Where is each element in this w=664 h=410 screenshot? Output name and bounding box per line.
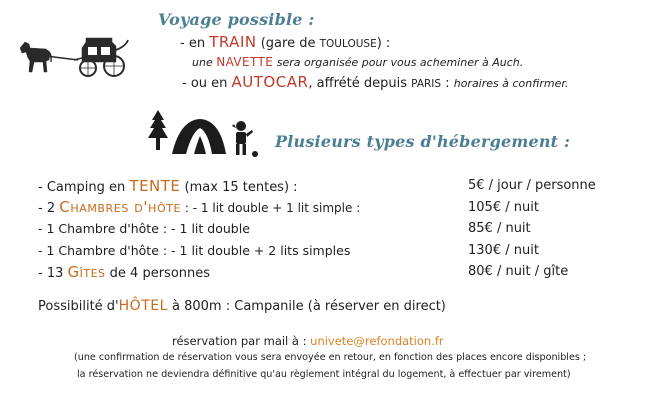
- row-gites: [38, 263, 210, 281]
- train-city: TOULOUSE: [319, 38, 377, 50]
- booking-line: [172, 334, 444, 348]
- coach-line: [182, 73, 568, 91]
- shuttle-keyword: NAVETTE: [216, 55, 274, 69]
- row-chambres-post: : - 1 lit double + 1 lit simple :: [181, 201, 361, 215]
- row-chambre-family-price: 130€ / nuit: [468, 243, 539, 258]
- hotel-suffix: à 800m : Campanile (à réserver en direct): [167, 299, 446, 314]
- train-keyword: TRAIN: [209, 33, 257, 51]
- shuttle-prefix: une: [192, 56, 213, 69]
- shuttle-line: [192, 55, 523, 69]
- row-camping-price: 5€ / jour / personne: [468, 178, 596, 193]
- coach-prefix: - ou en: [182, 76, 228, 91]
- row-gites-pre: - 13: [38, 266, 64, 281]
- coach-keyword: AUTOCAR: [231, 73, 309, 91]
- coach-mid: , affrété depuis: [308, 76, 408, 91]
- travel-heading: Voyage possible :: [158, 10, 315, 29]
- hotel-prefix: Possibilité d': [38, 299, 119, 314]
- hotel-keyword: HÔTEL: [118, 298, 168, 314]
- booking-email[interactable]: univete@refondation.fr: [310, 334, 444, 348]
- row-camping-key: TENTE: [129, 177, 181, 195]
- booking-note-1: (une confirmation de réservation vous sera envoyée en retour, en fonction des places encore disponibles ;: [74, 352, 587, 363]
- booking-note-2: la réservation ne deviendra définitive qu'au règlement intégral du logement, à effectuer par virement): [77, 369, 571, 380]
- camper-icon: [230, 118, 260, 158]
- hotel-line: [38, 298, 446, 314]
- row-chambres: [38, 198, 360, 216]
- row-camping-post: (max 15 tentes) :: [180, 180, 298, 195]
- row-chambre-family: [38, 243, 350, 258]
- row-gites-post: de 4 personnes: [105, 266, 211, 281]
- train-line: [180, 33, 390, 51]
- shuttle-suffix: sera organisée pour vous acheminer à Auch.: [276, 56, 524, 69]
- row-chambre-single: [38, 221, 250, 236]
- row-chambres-key: Chambres d'hôte: [59, 198, 182, 216]
- row-chambre-family-pre: - 1 Chambre d'hôte : - 1 lit double + 2 lits simples: [38, 243, 351, 258]
- train-mid: (gare de: [260, 36, 316, 51]
- row-gites-price: 80€ / nuit / gîte: [468, 264, 569, 279]
- horse-carriage-icon: [16, 36, 134, 78]
- coach-city: PARIS: [411, 78, 442, 90]
- booking-label: réservation par mail à :: [172, 334, 307, 348]
- row-camping-pre: - Camping en: [38, 180, 126, 195]
- tree-icon: [146, 110, 170, 156]
- accommodation-heading: Plusieurs types d'hébergement :: [275, 132, 571, 151]
- train-prefix: - en: [180, 36, 206, 51]
- coach-colon: :: [441, 76, 450, 91]
- row-chambres-price: 105€ / nuit: [468, 200, 539, 215]
- row-chambre-single-pre: - 1 Chambre d'hôte : - 1 lit double: [38, 221, 250, 236]
- row-camping: [38, 177, 298, 195]
- row-chambres-pre: - 2: [38, 201, 56, 216]
- train-suffix: ) :: [376, 36, 391, 51]
- row-gites-key: Gîtes: [67, 263, 106, 281]
- tent-icon: [170, 116, 228, 156]
- row-chambre-single-price: 85€ / nuit: [468, 221, 531, 236]
- coach-suffix: horaires à confirmer.: [453, 77, 569, 90]
